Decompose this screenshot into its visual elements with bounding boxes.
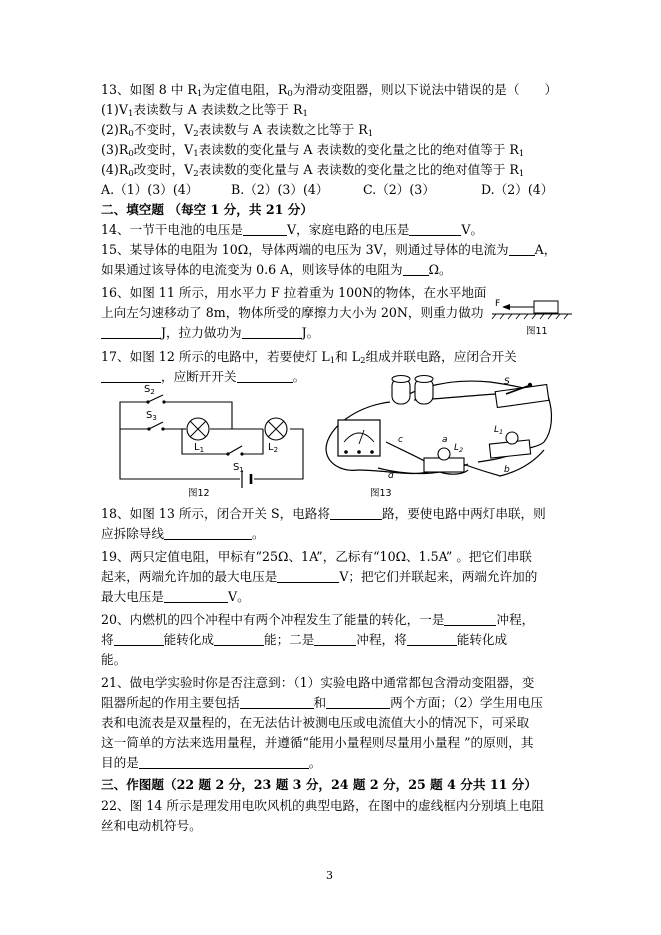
choice-b: B.（2）(3）(4） bbox=[231, 182, 329, 197]
q13-stem: 13、如图 8 中 $R_1$为定值电阻，$R_0$为滑动变阻器，则以下说法中错误的是（ ） bbox=[101, 82, 558, 99]
q20-line-2: 将 能转化成 能；二是 冲程，将 能转化成 bbox=[101, 632, 508, 647]
fig11-block bbox=[534, 301, 558, 313]
q16-blank-2[interactable] bbox=[242, 325, 302, 339]
figure-13 bbox=[318, 366, 558, 500]
fig12-caption: 图12 bbox=[188, 488, 210, 499]
figure-12 bbox=[108, 382, 318, 500]
q13-option-2: $(2)R_0$不变时，$V_2$表读数与 A 表读数之比等于 $R_1$ bbox=[101, 122, 374, 139]
fig13-meter bbox=[338, 420, 380, 456]
q17-line-1: 17、如图 12 所示的电路中，若要使灯 $L_1$和 $L_2$组成并联电路，应闭合开关 bbox=[101, 349, 517, 366]
fig13-label-c: c bbox=[398, 435, 403, 445]
q17-line-2: ，应断开开关 。 bbox=[101, 368, 305, 386]
q19-line-1: 19、两只定值电阻，甲标有“25Ω、1A”，乙标有“10Ω、1.5A” 。把它们串联 bbox=[101, 549, 532, 564]
fig12-label-s1: $S_1$ bbox=[233, 462, 244, 474]
q20-blank-2[interactable] bbox=[114, 632, 164, 646]
q14: 14、一节干电池的电压是 V，家庭电路的电压是 V。 bbox=[101, 222, 484, 237]
q18-line-1: 18、如图 13 所示，闭合开关 S，电路将 路，要使电路中两灯串联，则 bbox=[101, 506, 546, 521]
q21-line-5: 目的是 。 bbox=[101, 755, 322, 770]
q15-line-2: 如果通过该导体的电流变为 0.6 A，则该导体的电阻为 Ω。 bbox=[101, 262, 452, 277]
q21-blank-3[interactable] bbox=[139, 755, 309, 769]
fig13-batteries bbox=[392, 376, 433, 405]
fig12-label-l2: $L_2$ bbox=[268, 442, 279, 454]
fig13-caption: 图13 bbox=[370, 488, 392, 499]
fig13-label-s: S bbox=[504, 377, 510, 387]
q18-blank-1[interactable] bbox=[330, 506, 382, 520]
fig11-ground-hatch bbox=[492, 314, 568, 319]
page-number: 3 bbox=[326, 869, 333, 882]
fig12-lamp-l1 bbox=[187, 418, 209, 440]
q19-blank-1[interactable] bbox=[277, 569, 339, 583]
section-2-title: 二、填空题 （每空 1 分，共 21 分） bbox=[101, 202, 313, 217]
q18-blank-2[interactable] bbox=[164, 526, 252, 540]
fig12-label-l1: $L_1$ bbox=[194, 442, 205, 454]
q21-line-1: 21、做电学实验时你是否注意到：（1）实验电路中通常都包含滑动变阻器，变 bbox=[101, 675, 535, 690]
q18-line-2: 应拆除导线 。 bbox=[101, 526, 265, 541]
fig11-caption: 图11 bbox=[526, 326, 548, 337]
q21-blank-2[interactable] bbox=[326, 695, 390, 709]
fig12-label-s3: $S_3$ bbox=[146, 410, 157, 422]
q22-line-1: 22、图 14 所示是理发用电吹风机的典型电路，在图中的虚线框内分别填上电阻 bbox=[101, 798, 545, 813]
q20-blank-5[interactable] bbox=[407, 632, 457, 646]
fig11-label-f: F bbox=[495, 299, 501, 309]
fig13-label-a: a bbox=[442, 435, 448, 445]
q13-option-4: $(4)R_0$改变时，$V_2$表读数的变化量与 A 表读数的变化量之比的绝对值等于 $R_1$ bbox=[101, 162, 525, 179]
q14-blank-1[interactable] bbox=[243, 222, 287, 236]
q21-blank-1[interactable] bbox=[240, 695, 314, 709]
q13-option-3: $(3)R_0$改变时，$V_1$表读数的变化量与 A 表读数的变化量之比的绝对值等于 $R_1$ bbox=[101, 142, 525, 159]
q19-line-2: 起来，两端允许加的最大电压是 V；把它们并联起来，两端允许加的 bbox=[101, 569, 538, 584]
figure-11 bbox=[486, 296, 574, 338]
fig13-lamp-l1 bbox=[489, 432, 530, 458]
q15-line-1: 15、某导体的电阻为 10Ω，导体两端的电压为 3V，则通过导体的电流为 A， bbox=[101, 242, 557, 257]
q17-blank-1[interactable] bbox=[101, 369, 161, 383]
q20-blank-4[interactable] bbox=[314, 632, 356, 646]
q17-blank-2[interactable] bbox=[237, 369, 293, 383]
fig12-lamp-l2 bbox=[265, 418, 287, 440]
q19-blank-2[interactable] bbox=[164, 589, 228, 603]
q13-choices bbox=[101, 181, 553, 199]
fig13-label-l1: $L_1$ bbox=[494, 425, 504, 436]
q20-blank-1[interactable] bbox=[444, 612, 496, 626]
fig13-label-d: d bbox=[388, 471, 394, 481]
q21-line-3: 表和电流表是双量程的，在无法估计被测电压或电流值大小的情况下，可采取 bbox=[101, 715, 530, 730]
q16-line-3: J，拉力做功为 J。 bbox=[101, 324, 319, 342]
q16-line-2: 上向左匀速移动了 8m，物体所受的摩擦力大小为 20N，则重力做功 bbox=[101, 305, 484, 320]
q21-line-2: 阻器所起的作用主要包括 和 两个方面；（2）学生用电压 bbox=[101, 695, 543, 710]
q21-line-4: 这一简单的方法来选用量程，并遵循“能用小量程则尽量用小量程 ”的原则，其 bbox=[101, 735, 534, 750]
fig13-label-b: b bbox=[504, 465, 510, 475]
q22-line-2: 丝和电动机符号。 bbox=[101, 818, 202, 833]
choice-d: D.（2）(4） bbox=[481, 182, 554, 197]
q16-blank-1[interactable] bbox=[101, 325, 161, 339]
q19-line-3: 最大电压是 V。 bbox=[101, 589, 250, 604]
fig12-label-s2: $S_2$ bbox=[144, 384, 155, 396]
fig13-label-l2: $L_2$ bbox=[454, 443, 464, 454]
choice-c: C.（2）(3） bbox=[363, 182, 435, 197]
q20-line-3: 能。 bbox=[101, 652, 127, 667]
q20-line-1: 20、内燃机的四个冲程中有两个冲程发生了能量的转化，一是 冲程， bbox=[101, 612, 535, 627]
choice-a: A.（1）(3）(4） bbox=[101, 182, 199, 197]
q15-blank-2[interactable] bbox=[403, 262, 429, 276]
q20-blank-3[interactable] bbox=[214, 632, 264, 646]
fig11-arrow-head bbox=[502, 304, 510, 310]
q15-blank-1[interactable] bbox=[509, 242, 535, 256]
section-3-title: 三、作图题（22 题 2 分，23 题 3 分，24 题 2 分，25 题 4 分共 11 分） bbox=[101, 777, 537, 792]
q16-line-1: 16、如图 11 所示，用水平力 F 拉着重为 100N的物体，在水平地面 bbox=[101, 285, 487, 300]
q13-option-1: $(1)V_1$表读数与 A 表读数之比等于 $R_1$ bbox=[101, 102, 308, 119]
q14-blank-2[interactable] bbox=[409, 222, 461, 236]
